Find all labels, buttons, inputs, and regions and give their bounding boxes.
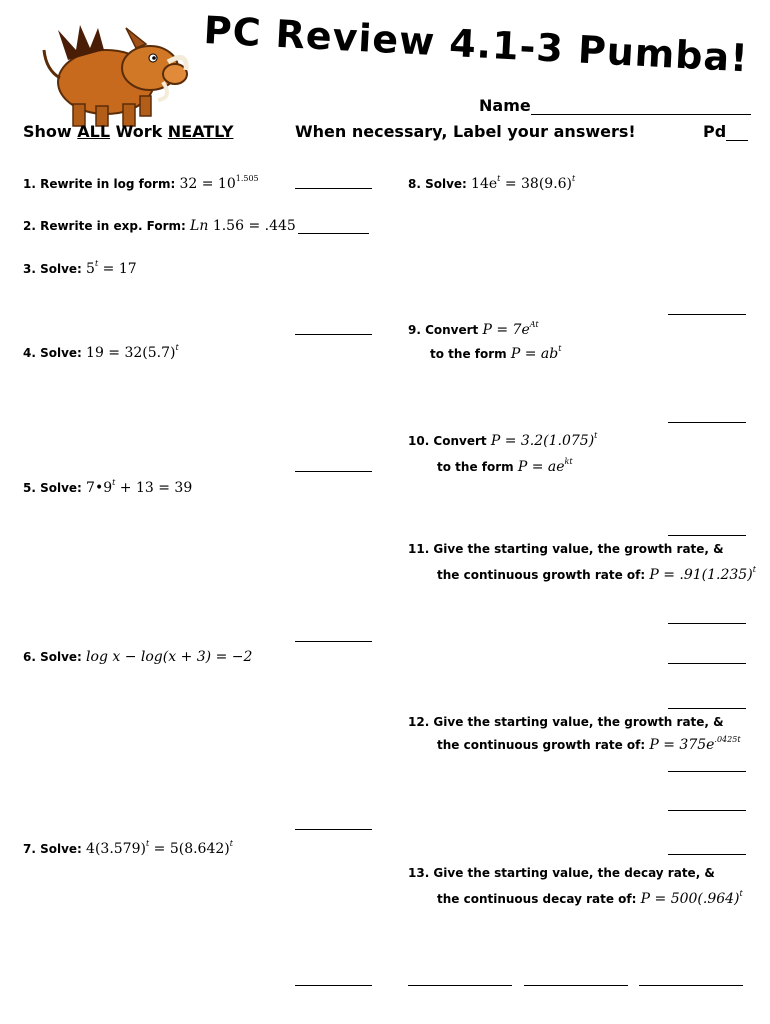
question-11-expr: the continuous growth rate of: $P = .91(1.235)^t$: [437, 565, 756, 583]
answer-line-10[interactable]: [668, 535, 746, 536]
answer-line-11c[interactable]: [668, 708, 746, 709]
answer-line-3[interactable]: [295, 334, 372, 335]
question-9: 9. Convert $P = 7e^{At}$: [408, 320, 539, 338]
warthog-illustration: [28, 20, 193, 130]
question-12-expr: the continuous growth rate of: $P = 375e^{.0425t}$: [437, 735, 741, 753]
answer-line-12a[interactable]: [668, 771, 746, 772]
answer-line-1[interactable]: [295, 188, 372, 189]
question-11: 11. Give the starting value, the growth rate, &: [408, 542, 724, 556]
answer-line-9[interactable]: [668, 422, 746, 423]
answer-line-5[interactable]: [295, 641, 372, 642]
answer-line-7[interactable]: [295, 985, 372, 986]
answer-line-12c[interactable]: [668, 854, 746, 855]
question-4: 4. Solve: $19 = 32(5.7)^t$: [23, 343, 179, 361]
question-12: 12. Give the starting value, the growth rate, &: [408, 715, 724, 729]
question-10: 10. Convert $P = 3.2(1.075)^t$: [408, 431, 598, 449]
period-answer-line[interactable]: [726, 126, 748, 141]
question-8: 8. Solve: $14e^t = 38(9.6)^t$: [408, 174, 576, 192]
answer-line-6[interactable]: [295, 829, 372, 830]
label-instruction: When necessary, Label your answers!: [295, 122, 636, 141]
name-field: [479, 96, 751, 115]
question-9-form: to the form $P = ab^t$: [430, 344, 562, 362]
answer-line-13c[interactable]: [639, 985, 743, 986]
question-1: 1. Rewrite in log form: $32 = 10^{1.505}$: [23, 174, 259, 192]
question-5: 5. Solve: $7•9^t + 13 = 39$: [23, 478, 193, 496]
worksheet-title: PC Review 4.1-3 Pumba!: [202, 8, 750, 81]
show-work-instruction: Show ALL Work NEATLY: [23, 122, 234, 141]
question-13-expr: the continuous decay rate of: $P = 500(.964)^t$: [437, 889, 743, 907]
answer-line-13b[interactable]: [524, 985, 628, 986]
question-6: 6. Solve: log x − log(x + 3) = −2: [23, 649, 253, 665]
name-answer-line[interactable]: [531, 100, 751, 115]
name-label: Name: [479, 96, 531, 115]
period-label: Pd: [703, 122, 727, 141]
question-13: 13. Give the starting value, the decay rate, &: [408, 866, 715, 880]
answer-line-4[interactable]: [295, 471, 372, 472]
question-2: 2. Rewrite in exp. Form: Ln 1.56 = .445: [23, 218, 296, 234]
answer-line-12b[interactable]: [668, 810, 746, 811]
question-7: 7. Solve: $4(3.579)^t = 5(8.642)^t$: [23, 839, 233, 857]
answer-line-13a[interactable]: [408, 985, 512, 986]
question-10-form: to the form $P = ae^{kt}$: [437, 457, 573, 475]
answer-line-11b[interactable]: [668, 663, 746, 664]
answer-line-11a[interactable]: [668, 623, 746, 624]
answer-line-8[interactable]: [668, 314, 746, 315]
period-field: [703, 122, 748, 141]
answer-line-2[interactable]: [298, 233, 369, 234]
question-3: 3. Solve: $5^t = 17$: [23, 259, 137, 277]
